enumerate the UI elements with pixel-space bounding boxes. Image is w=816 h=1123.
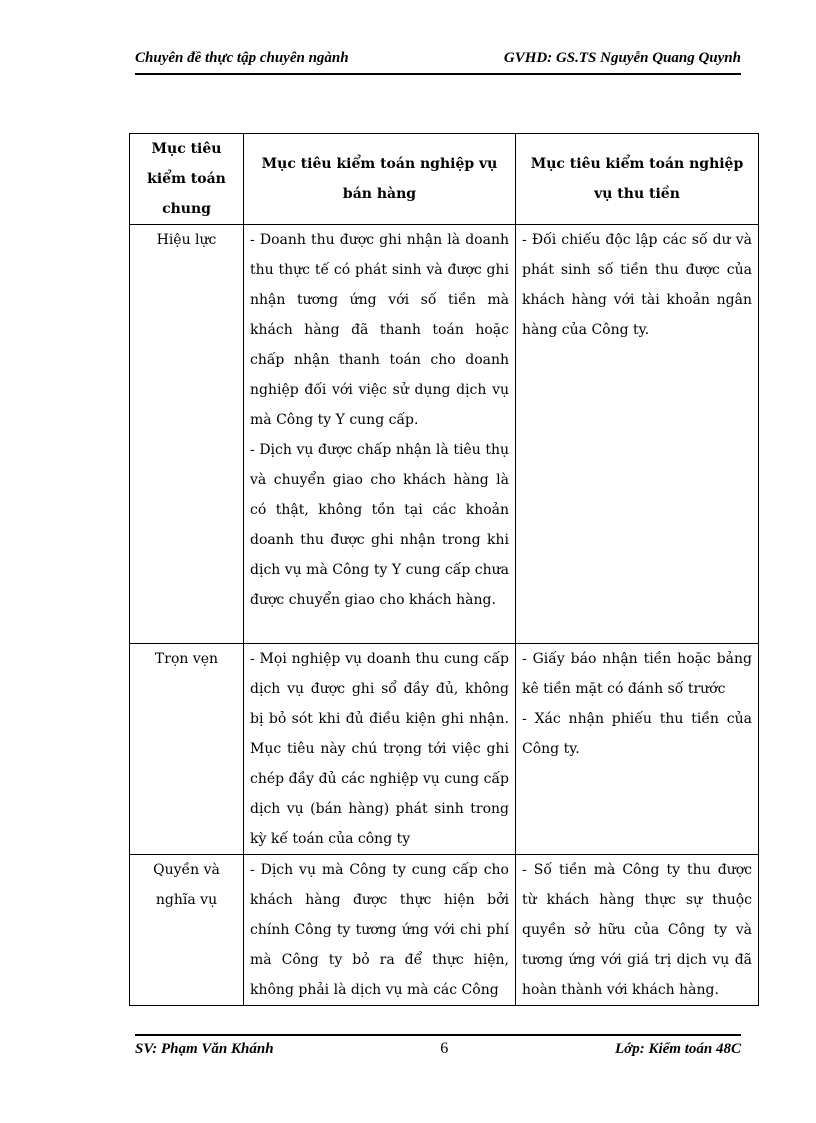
- header-general-objective: Mục tiêu kiểm toán chung: [130, 134, 244, 225]
- table-row: [130, 855, 759, 1006]
- rights-collection-cell: [516, 855, 759, 1006]
- completeness-sales-cell: [244, 644, 516, 855]
- completeness-collection-para-2: - Xác nhận phiếu thu tiền của Công ty.: [522, 711, 752, 757]
- header-course-title: Chuyên đề thực tập chuyên ngành: [135, 50, 349, 66]
- header-divider: [135, 73, 741, 75]
- table-header-row: [130, 134, 759, 225]
- completeness-collection-cell: [516, 644, 759, 855]
- table-row: [130, 644, 759, 855]
- footer-student: SV: Phạm Văn Khánh: [135, 1040, 274, 1057]
- footer-divider: [135, 1034, 741, 1036]
- row-label-rights: Quyền và nghĩa vụ: [130, 855, 244, 1006]
- validity-sales-para-2: - Dịch vụ được chấp nhận là tiêu thụ và chuyển giao cho khách hàng là có thật, không tồn tại các khoản doanh thu được ghi nhận trong khi dịch vụ mà Công ty Y cung cấp chưa được chuyển giao cho khách hàng.: [250, 442, 509, 608]
- header-collection-objective: Mục tiêu kiểm toán nghiệp vụ thu tiền: [516, 134, 759, 225]
- footer-class: Lớp: Kiểm toán 48C: [615, 1040, 741, 1057]
- validity-collection-para-1: - Đối chiếu độc lập các số dư và phát sinh số tiền thu được của khách hàng với tài khoản ngân hàng của Công ty.: [522, 232, 752, 338]
- table-row: [130, 225, 759, 644]
- audit-objectives-table: [129, 133, 759, 1006]
- page-footer: [135, 1040, 741, 1058]
- page-header: [135, 50, 741, 67]
- completeness-collection-para-1: - Giấy báo nhận tiền hoặc bảng kê tiền mặt có đánh số trước: [522, 651, 752, 697]
- completeness-sales-para-1: - Mọi nghiệp vụ doanh thu cung cấp dịch vụ được ghi sổ đầy đủ, không bị bỏ sót khi đủ điều kiện ghi nhận. Mục tiêu này chú trọng tới việc ghi chép đầy đủ các nghiệp vụ cung cấp dịch vụ (bán hàng) phát sinh trong kỳ kế toán của công ty: [250, 651, 509, 847]
- validity-sales-cell: [244, 225, 516, 644]
- header-supervisor: GVHD: GS.TS Nguyễn Quang Quynh: [503, 50, 741, 66]
- rights-sales-cell: [244, 855, 516, 1006]
- rights-sales-para-1: - Dịch vụ mà Công ty cung cấp cho khách hàng được thực hiện bởi chính Công ty tương ứng với chi phí mà Công ty bỏ ra để thực hiện, không phải là dịch vụ mà các Công: [250, 862, 509, 998]
- validity-collection-cell: [516, 225, 759, 644]
- header-sales-objective: Mục tiêu kiểm toán nghiệp vụ bán hàng: [244, 134, 516, 225]
- validity-sales-para-1: - Doanh thu được ghi nhận là doanh thu thực tế có phát sinh và được ghi nhận tương ứng với số tiền mà khách hàng đã thanh toán hoặc chấp nhận thanh toán cho doanh nghiệp đối với việc sử dụng dịch vụ mà Công ty Y cung cấp.: [250, 232, 509, 428]
- page-number: 6: [440, 1040, 449, 1057]
- rights-collection-para-1: - Số tiền mà Công ty thu được từ khách hàng thực sự thuộc quyền sở hữu của Công ty và tương ứng với giá trị dịch vụ đã hoàn thành với khách hàng.: [522, 862, 752, 998]
- row-label-completeness: Trọn vẹn: [130, 644, 244, 855]
- row-label-validity: Hiệu lực: [130, 225, 244, 644]
